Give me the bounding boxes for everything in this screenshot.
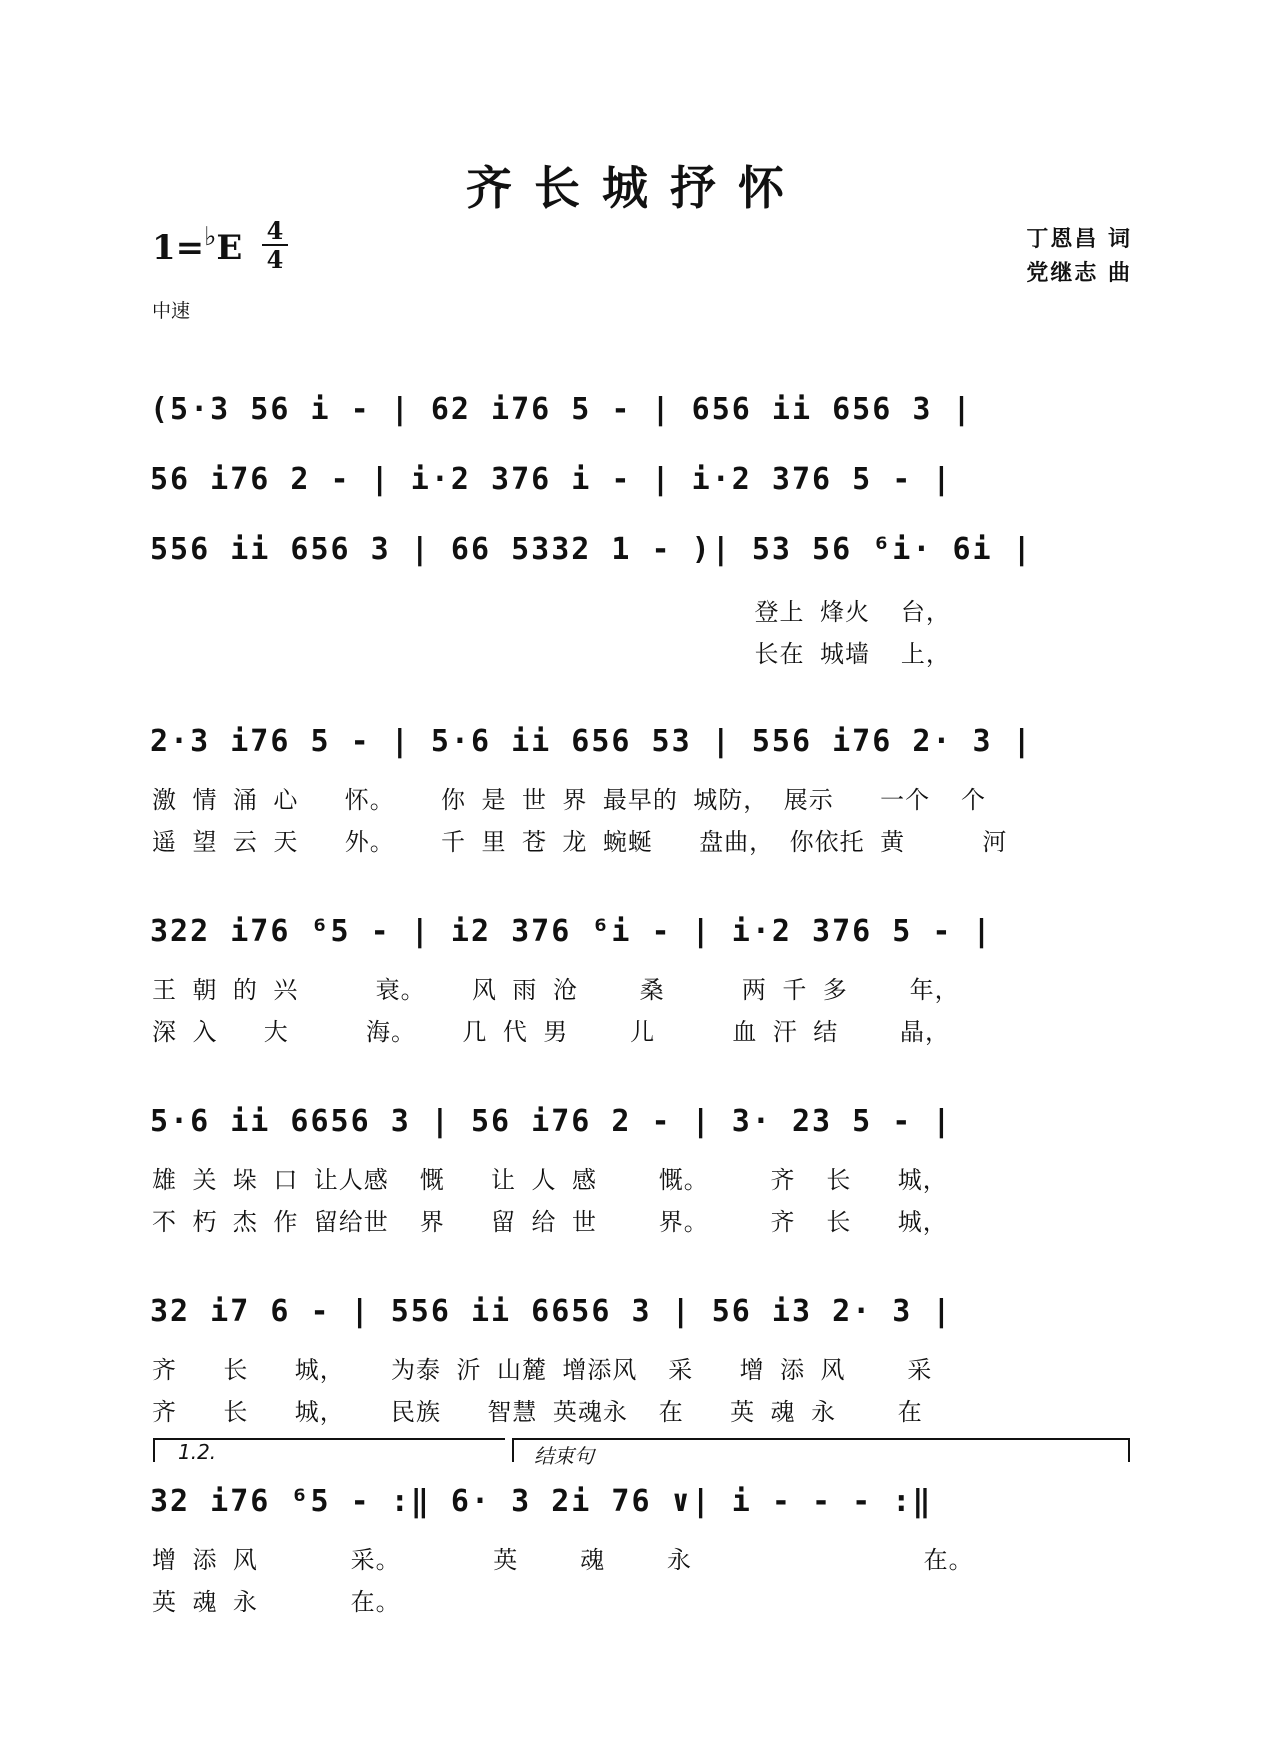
notation-line: 322 i76 ⁶5 - | i2 376 ⁶i - | i·2 376 5 - | — [150, 914, 993, 949]
lyric-verse-2: 长在 城墙 上， — [152, 640, 951, 668]
key-signature — [152, 222, 242, 268]
coda-label: 结束句 — [534, 1444, 594, 1468]
notation-line: 32 i76 ⁶5 - :‖ 6· 3 2i 76 ∨| i - - - :‖ — [150, 1484, 933, 1519]
notation-line: (5·3 56 i - | 62 i76 5 - | 656 ii 656 3 | — [150, 392, 973, 427]
notation-line: 5·6 ii 6656 3 | 56 i76 2 - | 3· 23 5 - | — [150, 1104, 953, 1139]
lyric-verse-1: 登上 烽火 台， — [152, 598, 951, 626]
notation-line: 32 i7 6 - | 556 ii 6656 3 | 56 i3 2· 3 | — [150, 1294, 953, 1329]
notation-line: 56 i76 2 - | i·2 376 i - | i·2 376 5 - | — [150, 462, 953, 497]
flat-sign: ♭ — [204, 222, 217, 252]
lyric-verse-2: 齐 长 城， 民族 智慧 英魂永 在 英 魂 永 在 — [152, 1398, 923, 1426]
lyric-verse-2: 遥 望 云 天 外。 千 里 苍 龙 蜿蜒 盘曲， 你依托 黄 河 — [152, 828, 1008, 856]
notation-line: 556 ii 656 3 | 66 5332 1 - )| 53 56 ⁶i· 6i | — [150, 532, 1033, 567]
coda-bracket — [512, 1438, 1130, 1462]
notation-line: 2·3 i76 5 - | 5·6 ii 656 53 | 556 i76 2· 3 | — [150, 724, 1033, 759]
tempo-marking: 中速 — [152, 300, 191, 322]
composer-credit: 党继志 曲 — [1026, 261, 1132, 286]
lyric-verse-2: 英 魂 永 在。 — [152, 1588, 401, 1616]
time-signature — [262, 218, 288, 272]
lyricist-credit: 丁恩昌 词 — [1026, 227, 1132, 252]
lyric-verse-1: 王 朝 的 兴 衰。 风 雨 沧 桑 两 千 多 年， — [152, 976, 960, 1004]
time-sig-top: 4 — [266, 216, 284, 245]
first-ending-label: 1.2. — [178, 1440, 217, 1464]
song-title: 齐长城抒怀 — [466, 161, 806, 215]
lyric-verse-2: 不 朽 杰 作 留给世 界 留 给 世 界。 齐 长 城， — [152, 1208, 948, 1236]
lyric-verse-1: 雄 关 垛 口 让人感 慨 让 人 感 慨。 齐 长 城， — [152, 1166, 948, 1194]
key-prefix: 1= — [152, 228, 205, 268]
key-letter: E — [216, 228, 243, 268]
lyric-verse-1: 齐 长 城， 为泰 沂 山麓 增添风 采 增 添 风 采 — [152, 1356, 933, 1384]
time-sig-bottom: 4 — [266, 245, 284, 274]
lyric-verse-1: 激 情 涌 心 怀。 你 是 世 界 最早的 城防， 展示 一个 个 — [152, 786, 986, 814]
lyric-verse-1: 增 添 风 采。 英 魂 永 在。 — [152, 1546, 974, 1574]
lyric-verse-2: 深 入 大 海。 几 代 男 儿 血 汗 结 晶， — [152, 1018, 951, 1046]
